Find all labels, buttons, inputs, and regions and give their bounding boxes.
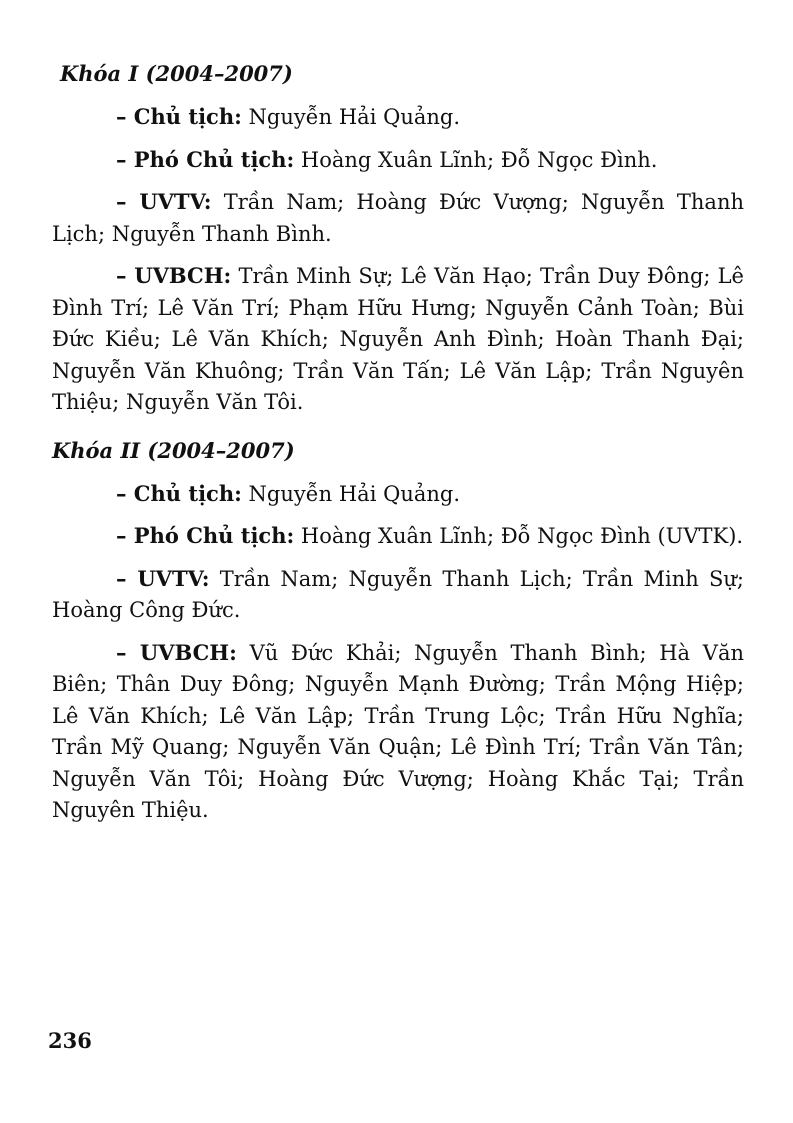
entry-uvtv [52,186,744,250]
entry-label: – UVTV: [116,565,210,591]
entry-uvtv [52,563,744,627]
entry-text: Trần Minh Sự; Lê Văn Hạo; Trần Duy Đông; Lê Đình Trí; Lê Văn Trí; Phạm Hữu Hưng; Nguyễn Cảnh Toàn; Bùi Đức Kiều; Lê Văn Khích; Nguyễn Anh Đình; Hoàn Thanh Đại; Nguyễn Văn Khuông; Trần Văn Tấn; Lê Văn Lập; Trần Nguyên Thiệu; Nguyễn Văn Tôi. [52,264,744,414]
entry-text: Nguyễn Hải Quảng. [248,481,461,506]
entry-text: Vũ Đức Khải; Nguyễn Thanh Bình; Hà Văn Biên; Thân Duy Đông; Nguyễn Mạnh Đường; Trần Mộng Hiệp; Lê Văn Khích; Lê Văn Lập; Trần Trung Lộc; Trần Hữu Nghĩa; Trần Mỹ Quang; Nguyễn Văn Quận; Lê Đình Trí; Trần Văn Tân; Nguyễn Văn Tôi; Hoàng Đức Vượng; Hoàng Khắc Tại; Trần Nguyên Thiệu. [52,640,744,822]
entry-label: – Chủ tịch: [116,480,242,506]
entry-vice-chairman [52,520,744,553]
entry-label: – Chủ tịch: [116,104,242,129]
entry-label: – UVTV: [116,189,212,214]
section-khoa-2 [52,435,744,827]
entry-chairman [52,101,744,134]
entry-chairman [52,478,744,511]
entry-uvbch [52,637,744,827]
entry-label: – Phó Chủ tịch: [116,523,295,548]
document-body [52,58,744,843]
section-heading: Khóa I (2004–2007) [60,61,293,86]
entry-text: Trần Nam; Nguyễn Thanh Lịch; Trần Minh Sự; Hoàng Công Đức. [52,566,744,622]
entry-vice-chairman [52,144,744,177]
entry-label: – Phó Chủ tịch: [116,146,295,172]
entry-text: Trần Nam; Hoàng Đức Vượng; Nguyễn Thanh Lịch; Nguyễn Thanh Bình. [52,190,744,246]
entry-text: Nguyễn Hải Quảng. [248,105,461,129]
entry-label: – UVBCH: [116,639,237,665]
section-khoa-1 [52,58,744,419]
entry-text: Hoàng Xuân Lĩnh; Đỗ Ngọc Đình (UVTK). [300,524,744,548]
entry-label: – UVBCH: [116,263,232,288]
entry-uvbch [52,260,744,419]
section-heading: Khóa II (2004–2007) [52,437,295,463]
page-number: 236 [48,1028,92,1053]
entry-text: Hoàng Xuân Lĩnh; Đỗ Ngọc Đình. [300,147,658,172]
